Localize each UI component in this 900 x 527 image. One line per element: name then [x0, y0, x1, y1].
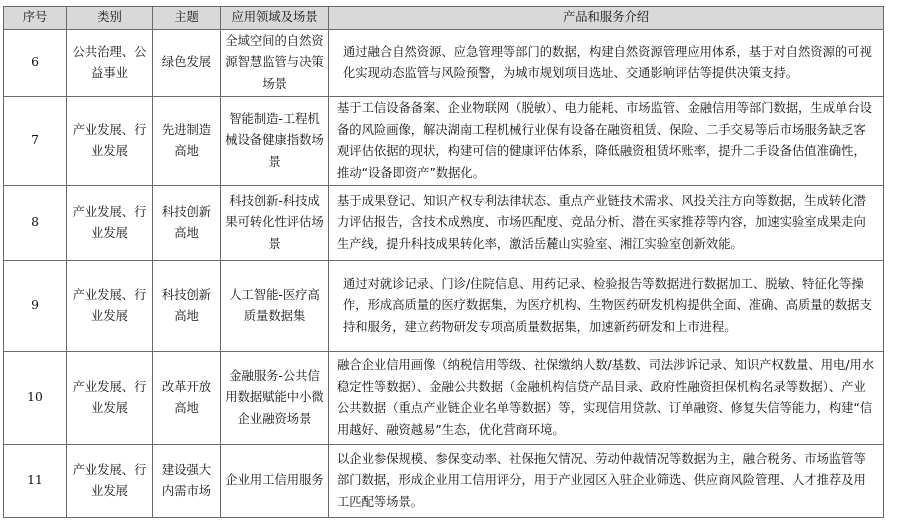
row-theme: 改革开放高地 — [153, 352, 221, 445]
row-application: 智能制造-工程机械设备健康指数场景 — [221, 97, 329, 186]
row-description: 融合企业信用画像（纳税信用等级、社保缴纳人数/基数、司法涉诉记录、知识产权数量、用电/用水稳定性等数据）、金融公共数据（金融机构信贷产品目录、政府性融资担保机构名录等数据）、产业公共数据（重点产业链企业名单等数据）等，实现信用贷款、订单融资、修复失信等能力，构建“信用越好、融资越易”生态，优化营商环境。 — [329, 352, 884, 445]
row-theme: 科技创新高地 — [153, 186, 221, 261]
header-application: 应用领域及场景 — [221, 7, 329, 30]
table-row — [4, 352, 884, 445]
row-index: 6 — [4, 30, 67, 97]
table-row — [4, 445, 884, 518]
row-application: 人工智能-医疗高质量数据集 — [221, 261, 329, 352]
table-row — [4, 186, 884, 261]
row-application: 金融服务-公共信用数据赋能中小微企业融资场景 — [221, 352, 329, 445]
row-application: 全域空间的自然资源智慧监管与决策场景 — [221, 30, 329, 97]
table-row — [4, 261, 884, 352]
row-category: 产业发展、行业发展 — [67, 352, 153, 445]
row-description: 基于工信设备备案、企业物联网（脱敏）、电力能耗、市场监管、金融信用等部门数据，生成单台设备的风险画像，解决湖南工程机械行业保有设备在融资租赁、保险、二手交易等后市场服务缺乏客观评估依据的现状，构建可信的健康评估体系，降低融资租赁坏账率，提升二手设备估值准确性，推动“设备即资产”数据化。 — [329, 97, 884, 186]
row-application: 企业用工信用服务 — [221, 445, 329, 518]
header-theme: 主题 — [153, 7, 221, 30]
row-application: 科技创新-科技成果可转化性评估场景 — [221, 186, 329, 261]
row-theme: 先进制造高地 — [153, 97, 221, 186]
row-description: 通过融合自然资源、应急管理等部门的数据，构建自然资源管理应用体系，基于对自然资源的可视化实现动态监管与风险预警，为城市规划项目选址、交通影响评估等提供决策支持。 — [329, 30, 884, 97]
row-description: 以企业参保规模、参保变动率、社保拖欠情况、劳动仲裁情况等数据为主，融合税务、市场监管等部门数据，形成企业用工信用评分，用于产业园区入驻企业筛选、供应商风险管理、人才推荐及用工匹配等场景。 — [329, 445, 884, 518]
table-header-row — [4, 7, 884, 30]
row-index: 10 — [4, 352, 67, 445]
header-index: 序号 — [4, 7, 67, 30]
row-category: 公共治理、公益事业 — [67, 30, 153, 97]
table-row — [4, 30, 884, 97]
row-index: 11 — [4, 445, 67, 518]
row-index: 9 — [4, 261, 67, 352]
service-table — [3, 6, 884, 518]
row-theme: 建设强大内需市场 — [153, 445, 221, 518]
row-category: 产业发展、行业发展 — [67, 445, 153, 518]
header-category: 类别 — [67, 7, 153, 30]
row-category: 产业发展、行业发展 — [67, 261, 153, 352]
row-category: 产业发展、行业发展 — [67, 97, 153, 186]
row-theme: 科技创新高地 — [153, 261, 221, 352]
table-row — [4, 97, 884, 186]
row-description: 通过对就诊记录、门诊/住院信息、用药记录、检验报告等数据进行数据加工、脱敏、特征化等操作，形成高质量的医疗数据集，为医疗机构、生物医药研发机构提供全面、准确、高质量的数据支持和服务，建立药物研发专项高质量数据集，加速新药研发和上市进程。 — [329, 261, 884, 352]
row-description: 基于成果登记、知识产权专利法律状态、重点产业链技术需求、风投关注方向等数据，生成转化潜力评估报告，含技术成熟度、市场匹配度、竞品分析、潜在买家推荐等内容，加速实验室成果走向生产线，提升科技成果转化率，激活岳麓山实验室、湘江实验室创新效能。 — [329, 186, 884, 261]
header-description: 产品和服务介绍 — [329, 7, 884, 30]
row-category: 产业发展、行业发展 — [67, 186, 153, 261]
row-index: 8 — [4, 186, 67, 261]
row-index: 7 — [4, 97, 67, 186]
row-theme: 绿色发展 — [153, 30, 221, 97]
